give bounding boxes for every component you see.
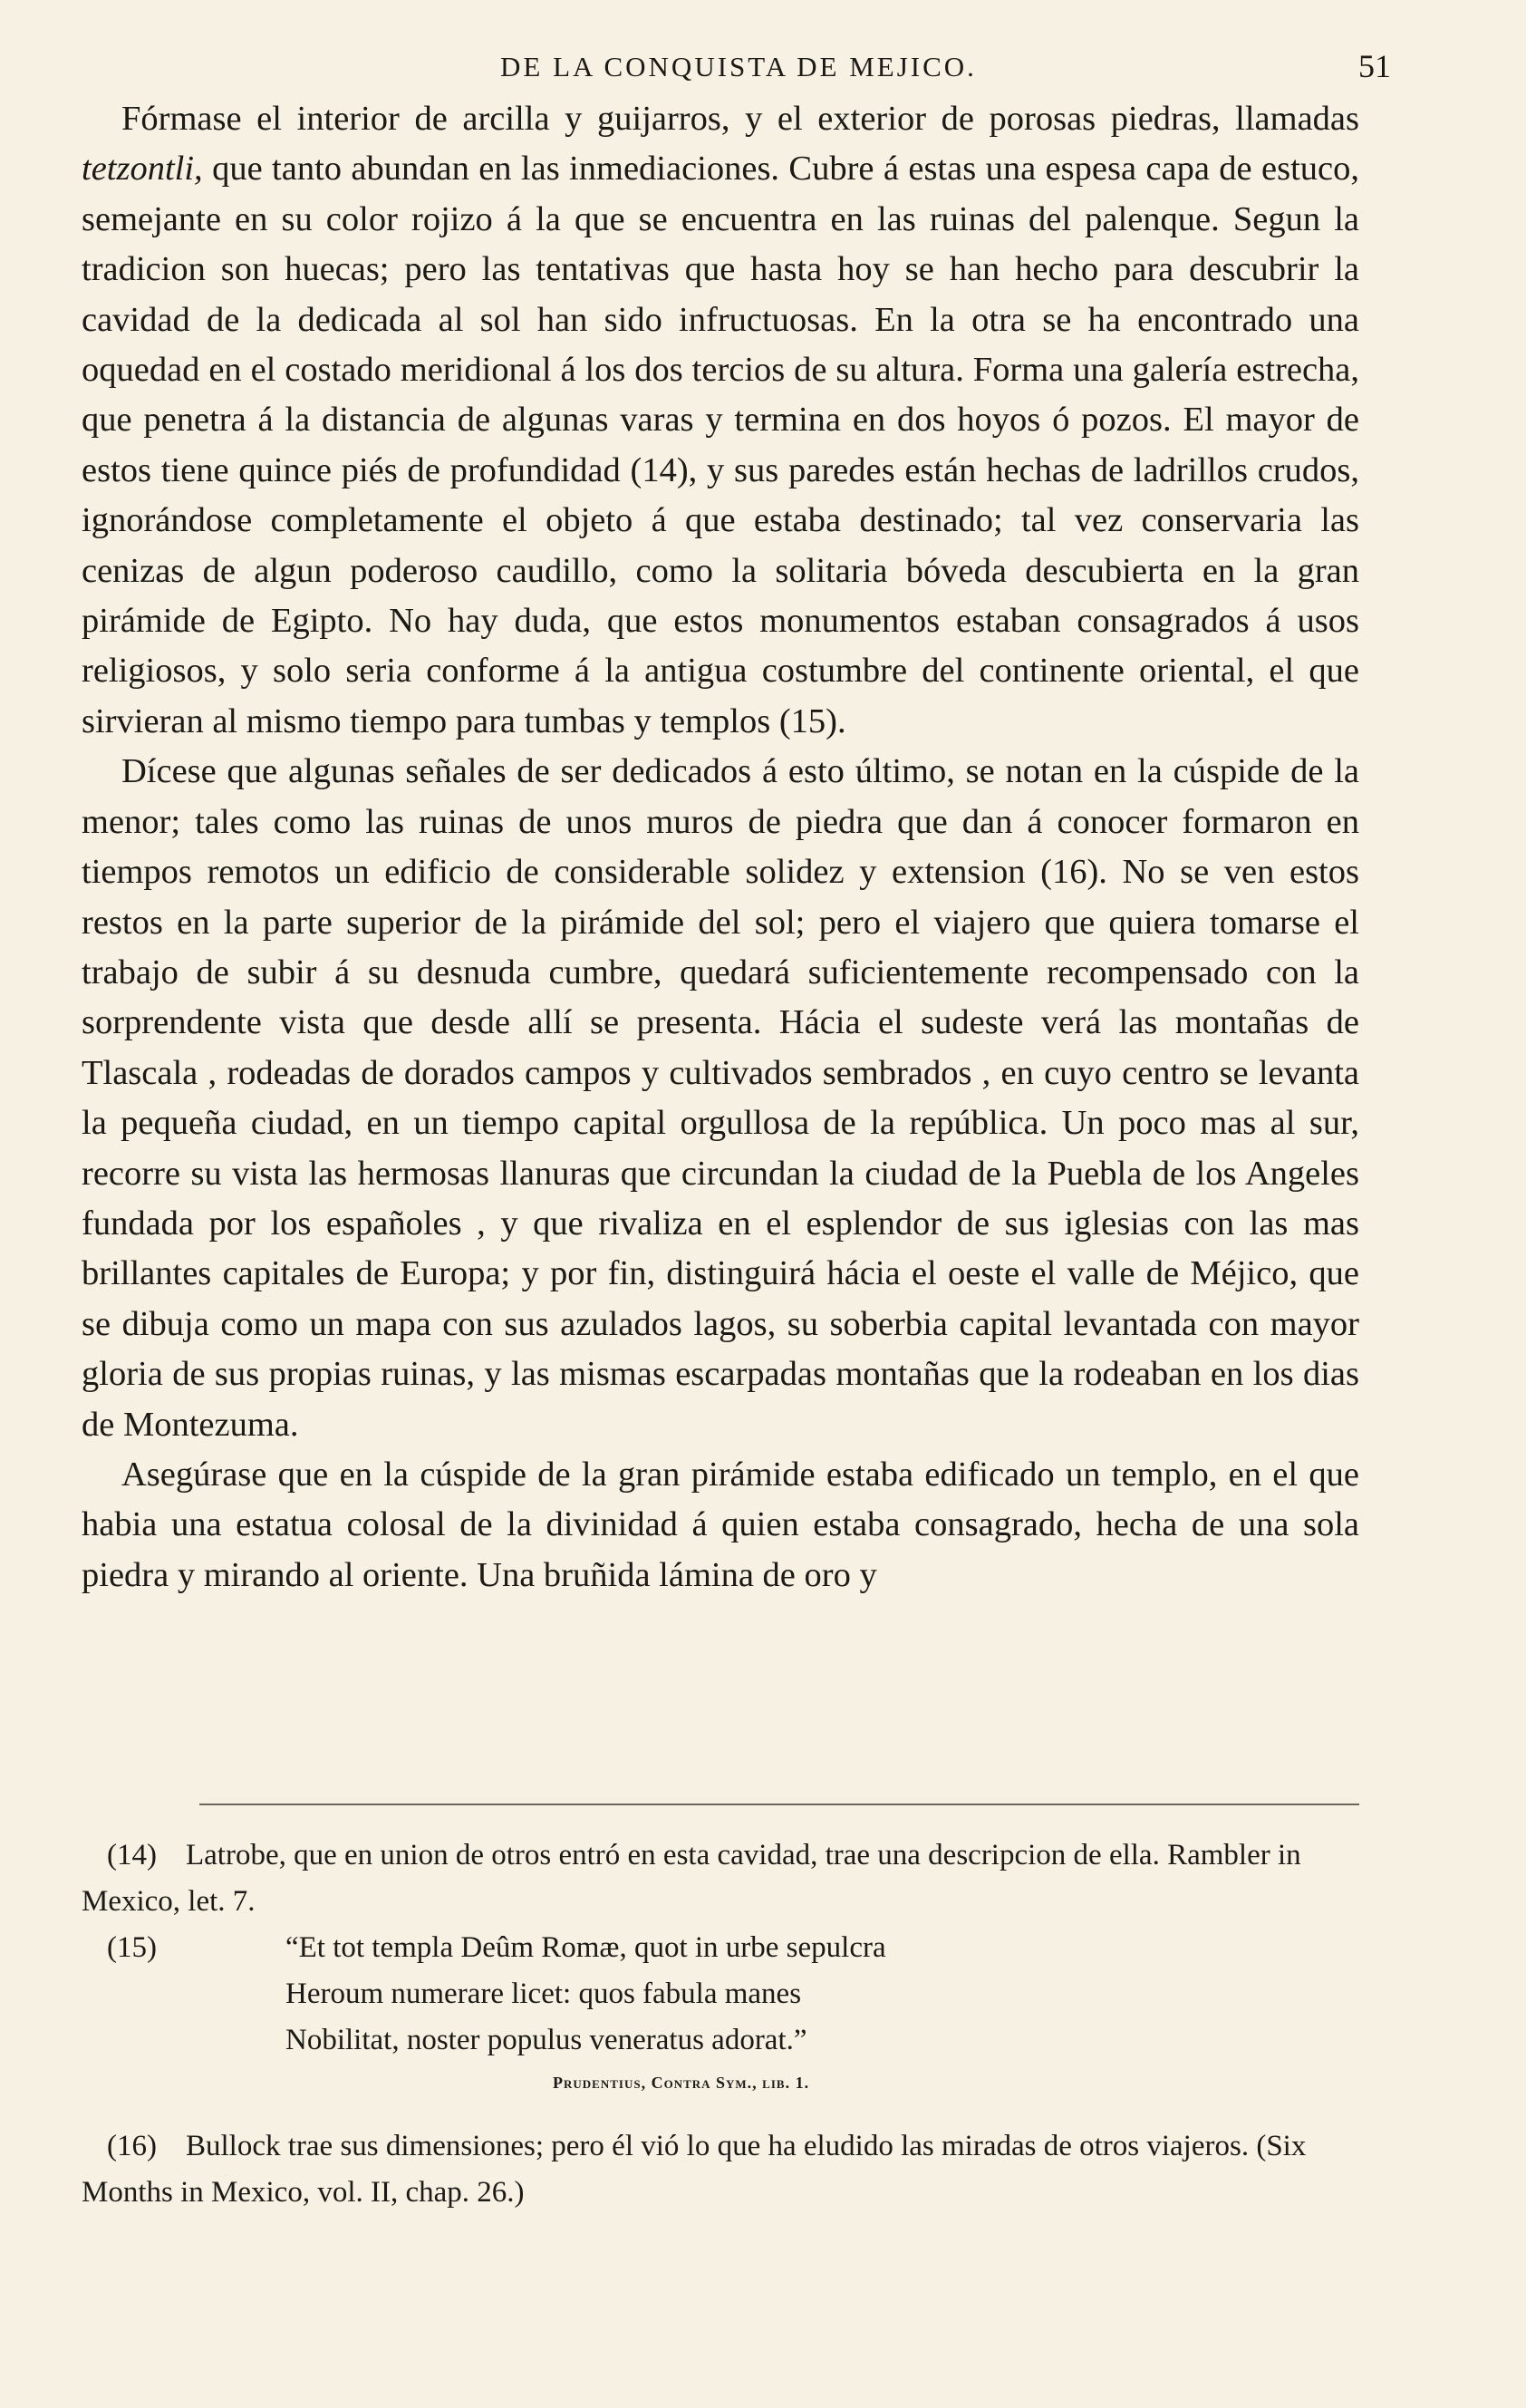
paragraph-2: Dícese que algunas señales de ser dedicados á esto último, se notan en la cúspide de la menor; tales como las ruinas de unos muros de piedra que dan á conocer formaron en tiempos remotos un edificio de considerable solidez y extension (16). No se ven estos restos en la parte superior de la pirámide del sol; pero el viajero que quiera tomarse el trabajo de subir á su desnuda cumbre, quedará suficientemente recompensado con la sorprendente vista que desde allí se presenta. Hácia el sudeste verá las montañas de Tlascala , rodeadas de dorados campos y cultivados sembrados , en cuyo centro se levanta la pequeña ciudad, en un tiempo capital orgullosa de la república. Un poco mas al sur, recorre su vista las hermosas llanuras que circundan la ciudad de la Puebla de los Angeles fundada por los españoles , y que rivaliza en el esplendor de sus iglesias con las mas brillantes capitales de Europa; y por fin, distinguirá hácia el oeste el valle de Méjico, que se dibuja como un mapa con sus azulados lagos, su soberbia capital levantada con mayor gloria de sus propias ruinas, y las mismas escarpadas montañas que la rodeaban en los dias de Montezuma. [82, 752, 1359, 1444]
footnote-15-line-1 [107, 1925, 1359, 1971]
footnote-14 [82, 1833, 1359, 1925]
main-text [82, 94, 1359, 1600]
footnote-14-text: Latrobe, que en union de otros entró en esta cavidad, trae una descripcion de ella. Rambler in Mexico, let. 7. [82, 1839, 1301, 1918]
running-title: DE LA CONQUISTA DE MEJICO. [500, 51, 977, 82]
spacer [82, 2102, 1359, 2123]
footnote-15 [82, 1925, 1359, 2064]
paragraph-1-rest: que tanto abundan en las inmediaciones. Cubre á estas una espesa capa de estuco, semejante en su color rojizo á la que se encuentra en las ruinas del palenque. Segun la tradicion son huecas; pero las tentativas que hasta hoy se han hecho para descubrir la cavidad de la dedicada al sol han sido infructuosas. En la otra se ha encontrado una oquedad en el costado meridional á los dos tercios de su altura. Forma una galería estrecha, que penetra á la distancia de algunas varas y termina en dos hoyos ó pozos. El mayor de estos tiene quince piés de profundidad (14), y sus paredes están hechas de ladrillos crudos, ignorándose completamente el objeto á que estaba destinado; tal vez conservaria las cenizas de algun poderoso caudillo, como la solitaria bóveda descubierta en la gran pirámide de Egipto. No hay duda, que estos monumentos estaban consagrados á usos religiosos, y solo seria conforme á la antigua costumbre del continente oriental, el que sirvieran al mismo tiempo para tumbas y templos (15). [82, 150, 1359, 740]
running-head [86, 47, 1391, 92]
footnote-15-line-2: Heroum numerare licet: quos fabula manes [285, 1978, 802, 2010]
footnote-divider [199, 1804, 1359, 1805]
footnote-15-line-3: Nobilitat, noster populus veneratus adorat.” [285, 2024, 807, 2056]
verse-line: “Et tot templa Deûm Romæ, quot in urbe sepulcra [285, 1931, 886, 1964]
italic-term: tetzontli, [82, 150, 203, 189]
paragraph-1 [82, 94, 1359, 747]
footnote-14-number: (14) [107, 1839, 157, 1871]
attribution-text: Prudentius, Contra Sym., lib. 1. [553, 2074, 810, 2092]
paragraph-1-start: Fórmase el interior de arcilla y guijarros, y el exterior de porosas piedras, llamadas [121, 100, 1359, 138]
footnote-16-number: (16) [107, 2130, 157, 2162]
footnotes [82, 1833, 1359, 2216]
page-number: 51 [1358, 48, 1391, 84]
footnote-15-attribution [82, 2064, 1359, 2102]
footnote-16 [82, 2123, 1359, 2216]
paragraph-3: Asegúrase que en la cúspide de la gran pirámide estaba edificado un templo, en el que habia una estatua colosal de la divinidad á quien estaba consagrado, hecha de una sola piedra y mirando al oriente. Una bruñida lámina de oro y [82, 1455, 1359, 1594]
footnote-16-text: Bullock trae sus dimensiones; pero él vió lo que ha eludido las miradas de otros viajeros. (Six Months in Mexico, vol. II, chap. 26.) [82, 2130, 1307, 2209]
footnote-15-number: (15) [107, 1931, 157, 1964]
